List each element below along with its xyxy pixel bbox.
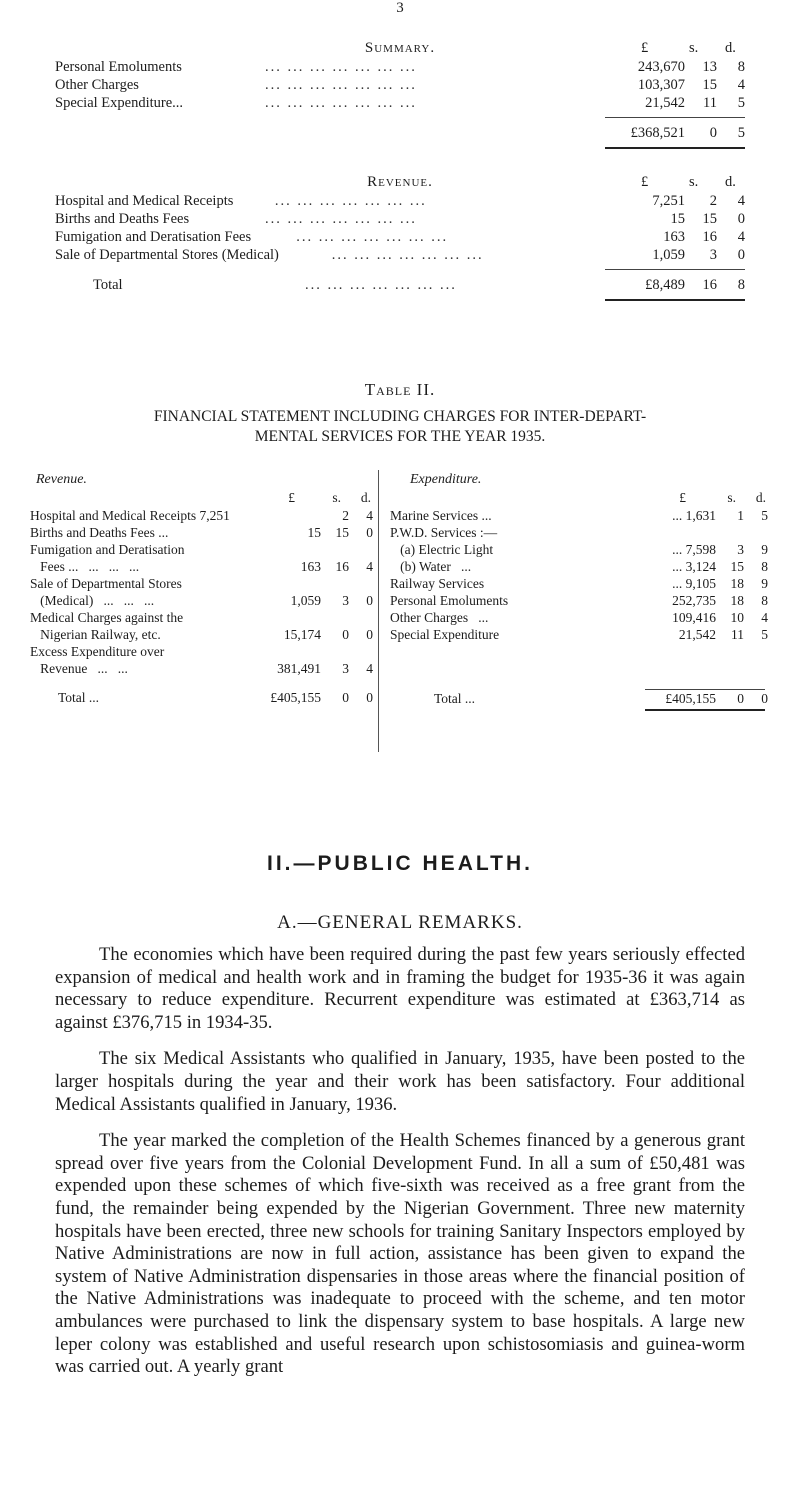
fin-expenditure-label: Railway Services xyxy=(390,576,485,591)
fin-expenditure-label: Marine Services ... xyxy=(390,508,492,523)
fin-revenue-row xyxy=(30,507,375,524)
revenue-row xyxy=(55,246,745,264)
leader-dots: ... ... ... ... ... ... ... xyxy=(265,95,417,111)
fin-expenditure-amount: ... 1,631 xyxy=(672,508,716,523)
revenue-row xyxy=(55,228,745,246)
fin-expenditure-row xyxy=(390,541,770,558)
summary-pence: 4 xyxy=(737,77,745,93)
fin-revenue-row xyxy=(30,541,375,558)
fin-revenue-label: Sale of Departmental Stores xyxy=(30,576,182,591)
revenue-pence: 4 xyxy=(737,193,745,209)
revenue-shillings: 16 xyxy=(702,229,717,245)
fin-expenditure-amount: 252,735 xyxy=(672,593,716,608)
fin-expenditure-column xyxy=(390,470,770,711)
fin-expenditure-pence: 8 xyxy=(761,593,768,608)
summary-rule xyxy=(605,117,745,118)
summary-double-rule xyxy=(605,147,745,149)
revenue-title: Revenue. xyxy=(367,174,433,190)
fin-expenditure-pence: 5 xyxy=(761,627,768,642)
paragraph-1: The economies which have been required during the past few years seriously effected expansion of medical and health work and in framing the budget for 1935-36 it was again necessary to reduce expenditure. Recurrent expenditure was estimated at £363,714 as against £376,715 in 1934-35. xyxy=(55,944,745,1033)
summary-amount: 21,542 xyxy=(645,95,685,111)
revenue-rows xyxy=(55,192,745,264)
revenue-amount: 15 xyxy=(670,211,685,227)
fin-expenditure-pence: 5 xyxy=(761,508,768,523)
fin-revenue-pence: 4 xyxy=(366,559,373,574)
revenue-pence: 4 xyxy=(737,229,745,245)
fin-revenue-amount: 15 xyxy=(307,525,321,540)
fin-expenditure-label: Personal Emoluments xyxy=(390,593,509,608)
fin-expenditure-row xyxy=(390,507,770,524)
fin-expenditure-row xyxy=(390,575,770,592)
summary-amount: 103,307 xyxy=(637,77,685,93)
revenue-row xyxy=(55,192,745,210)
fin-expenditure-row xyxy=(390,558,770,575)
fin-expenditure-row xyxy=(390,592,770,609)
fin-revenue-label: Fumigation and Deratisation xyxy=(30,542,185,557)
fin-revenue-shillings: 3 xyxy=(342,661,349,676)
fin-expenditure-pence: 4 xyxy=(761,610,768,625)
fin-revenue-pence: 0 xyxy=(366,525,373,540)
fin-expenditure-label: P.W.D. Services :— xyxy=(390,525,498,540)
fin-revenue-currency: £ s. d. xyxy=(288,490,371,505)
fin-revenue-label: Hospital and Medical Receipts 7,251 xyxy=(30,508,230,523)
fin-expenditure-amount: ... 7,598 xyxy=(672,542,716,557)
fin-revenue-label: Revenue ... ... xyxy=(30,661,128,676)
revenue-shillings: 2 xyxy=(709,193,717,209)
summary-rows xyxy=(55,58,745,112)
fin-expenditure-shillings: 3 xyxy=(737,542,744,557)
revenue-section xyxy=(55,172,745,302)
fin-expenditure-amount: 109,416 xyxy=(672,610,716,625)
sub-heading: A.—GENERAL REMARKS. xyxy=(277,912,523,933)
fin-revenue-column xyxy=(30,470,375,706)
column-divider xyxy=(378,470,379,752)
fin-revenue-pence: 4 xyxy=(366,661,373,676)
fin-revenue-amount: 381,491 xyxy=(277,661,321,676)
fin-revenue-row xyxy=(30,592,375,609)
revenue-row xyxy=(55,210,745,228)
summary-row xyxy=(55,94,745,112)
fin-revenue-amount: 1,059 xyxy=(290,593,321,608)
leader-dots: ... ... ... ... ... ... ... xyxy=(296,229,449,245)
summary-total-row: £368,521 0 5 xyxy=(630,125,745,141)
fin-expenditure-shillings: 15 xyxy=(730,559,744,574)
table2-label: Table II. xyxy=(364,380,436,399)
summary-title: Summary. xyxy=(364,40,436,56)
summary-header: Summary. £ s. d. xyxy=(55,38,745,58)
fin-expenditure-row xyxy=(390,609,770,626)
leader-dots: ... ... ... ... ... ... ... xyxy=(274,193,427,209)
fin-expenditure-shillings: 18 xyxy=(730,593,744,608)
leader-dots: ... ... ... ... ... ... ... xyxy=(265,211,417,227)
fin-expenditure-amount: ... 9,105 xyxy=(672,576,716,591)
fin-revenue-pence: 0 xyxy=(366,593,373,608)
fin-expenditure-shillings: 10 xyxy=(730,610,744,625)
revenue-amount: 7,251 xyxy=(652,193,685,209)
paragraph-3: The year marked the completion of the Health Schemes financed by a generous grant spread over five years from the Colonial Development Fund. In all a sum of £50,481 was expended upon these schemes of which five-sixth was received as a free grant from the fund, the remainder being expended by the Nigerian Government. Three new maternity hospitals have been erected, three new schools for training Sanitary Inspectors employed by Native Administrations are now in full action, assistance has been given to expand the system of Native Administration dispensaries in those areas where the financial position of the Native Administrations was inadequate to proceed with the scheme, and ten motor ambulances were purchased to link the dispensary system to base hospitals. A large new leper colony was established and useful research upon schistosomiasis and guinea-worm was carried out. A yearly grant xyxy=(55,1130,745,1378)
table2-heading-1: FINANCIAL STATEMENT INCLUDING CHARGES FOR INTER-DEPART- xyxy=(153,408,647,425)
revenue-amount: 163 xyxy=(663,229,685,245)
summary-shillings: 11 xyxy=(703,95,717,111)
revenue-label: Hospital and Medical Receipts xyxy=(55,193,234,209)
fin-expenditure-total: Total ... £405,155 0 0 xyxy=(434,691,768,706)
leader-dots: ... ... ... ... ... ... ... xyxy=(331,247,484,263)
fin-revenue-shillings: 2 xyxy=(342,508,349,523)
fin-revenue-row xyxy=(30,660,375,677)
fin-revenue-label: Births and Deaths Fees ... xyxy=(30,525,169,540)
fin-expenditure-label: (b) Water ... xyxy=(390,559,472,574)
fin-revenue-label: Nigerian Railway, etc. xyxy=(30,627,161,642)
fin-expenditure-heading: Expenditure. xyxy=(410,472,482,487)
fin-expenditure-shillings: 1 xyxy=(737,508,744,523)
summary-shillings: 13 xyxy=(702,59,717,75)
summary-section xyxy=(55,38,745,150)
fin-revenue-shillings: 15 xyxy=(335,525,349,540)
fin-revenue-amount: 163 xyxy=(300,559,321,574)
fin-expenditure-row xyxy=(390,626,770,643)
fin-expenditure-shillings: 11 xyxy=(731,627,744,642)
revenue-label: Sale of Departmental Stores (Medical) xyxy=(55,247,279,263)
fin-expenditure-amount: 21,542 xyxy=(678,627,716,642)
fin-revenue-label: (Medical) ... ... ... xyxy=(30,593,155,608)
fin-expenditure-pence: 8 xyxy=(761,559,768,574)
fin-revenue-pence: 4 xyxy=(366,508,373,523)
fin-expenditure-pence: 9 xyxy=(761,542,768,557)
revenue-amount: 1,059 xyxy=(652,247,685,263)
paragraph-2: The six Medical Assistants who qualified in January, 1935, have been posted to the larger hospitals during the year and their work has been satisfactory. Four additional Medical Assistants qualified in January, 1936. xyxy=(55,1048,745,1115)
summary-pence: 8 xyxy=(737,59,745,75)
fin-revenue-row xyxy=(30,524,375,541)
fin-expenditure-currency: £ s. d. xyxy=(679,490,766,505)
revenue-pence: 0 xyxy=(737,211,745,227)
summary-shillings: 15 xyxy=(702,77,717,93)
fin-revenue-total: Total ... £405,155 0 0 xyxy=(58,690,373,705)
fin-expenditure-amount: ... 3,124 xyxy=(672,559,716,574)
fin-expenditure-label: Special Expenditure xyxy=(390,627,500,642)
fin-revenue-heading: Revenue. xyxy=(36,472,87,487)
leader-dots: ... ... ... ... ... ... ... xyxy=(265,59,417,75)
summary-label: Special Expenditure... xyxy=(55,95,184,111)
fin-revenue-shillings: 3 xyxy=(342,593,349,608)
fin-revenue-row xyxy=(30,558,375,575)
summary-row xyxy=(55,76,745,94)
fin-revenue-row xyxy=(30,643,375,660)
fin-expenditure-label: (a) Electric Light xyxy=(390,542,494,557)
table2-heading-2: MENTAL SERVICES FOR THE YEAR 1935. xyxy=(254,428,546,445)
revenue-label: Births and Deaths Fees xyxy=(55,211,190,227)
revenue-header: Revenue. £ s. d. xyxy=(55,172,745,192)
revenue-rule xyxy=(605,269,745,270)
fin-revenue-label: Medical Charges against the xyxy=(30,610,184,625)
summary-pence: 5 xyxy=(737,95,745,111)
fin-revenue-shillings: 16 xyxy=(335,559,349,574)
fin-revenue-label: Excess Expenditure over xyxy=(30,644,165,659)
fin-revenue-row xyxy=(30,575,375,592)
fin-revenue-pence: 0 xyxy=(366,627,373,642)
fin-expenditure-label: Other Charges ... xyxy=(390,610,489,625)
leader-dots: ... ... ... ... ... ... ... xyxy=(265,77,417,93)
fin-revenue-row xyxy=(30,609,375,626)
summary-label: Personal Emoluments xyxy=(55,59,182,75)
revenue-shillings: 15 xyxy=(702,211,717,227)
fin-revenue-row xyxy=(30,626,375,643)
fin-revenue-shillings: 0 xyxy=(342,627,349,642)
summary-row xyxy=(55,58,745,76)
summary-label: Other Charges xyxy=(55,77,139,93)
section-heading: II.—PUBLIC HEALTH. xyxy=(267,852,533,875)
revenue-total-row: Total ... ... ... ... ... ... ... £8,489 16 8 xyxy=(93,277,745,293)
fin-revenue-label: Fees ... ... ... ... xyxy=(30,559,140,574)
revenue-label: Fumigation and Deratisation Fees xyxy=(55,229,252,245)
fin-expenditure-shillings: 18 xyxy=(730,576,744,591)
revenue-shillings: 3 xyxy=(709,247,717,263)
revenue-double-rule xyxy=(605,299,745,301)
page-number: 3 xyxy=(396,0,404,16)
summary-amount: 243,670 xyxy=(637,59,685,75)
fin-revenue-amount: 15,174 xyxy=(283,627,321,642)
fin-expenditure-row xyxy=(390,524,770,541)
revenue-pence: 0 xyxy=(737,247,745,263)
fin-expenditure-pence: 9 xyxy=(761,576,768,591)
body-text xyxy=(55,944,745,1379)
